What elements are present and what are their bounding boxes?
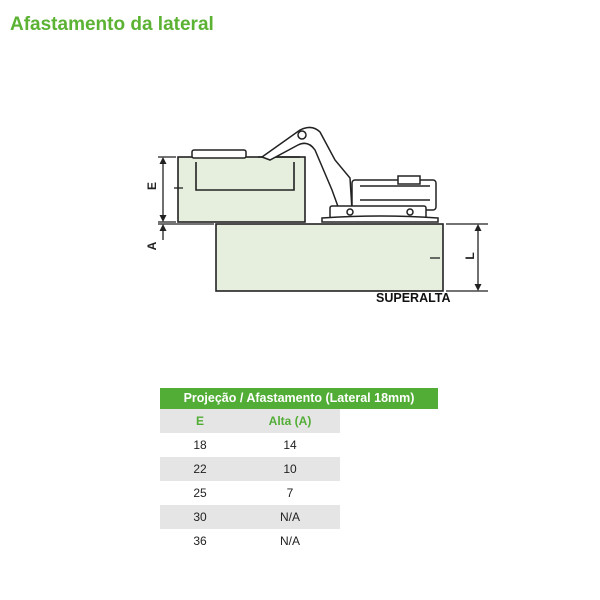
- hinge-cup-rim: [192, 150, 246, 158]
- diagram-caption: SUPERALTA: [376, 291, 451, 305]
- dimension-e-label: E: [145, 181, 159, 191]
- table-row: [160, 457, 340, 481]
- table-cell-e: 30: [193, 510, 207, 524]
- table-cell-alta: N/A: [279, 534, 300, 548]
- spec-table: [160, 388, 438, 553]
- page-title: Afastamento da lateral: [10, 14, 214, 35]
- dimension-a-label: A: [145, 241, 159, 251]
- table-title: Projeção / Afastamento (Lateral 18mm): [160, 388, 438, 409]
- table-cell-alta: 14: [283, 438, 297, 452]
- column-header-e: E: [195, 414, 204, 428]
- table-header-row: [160, 409, 340, 433]
- table-cell-e: 18: [193, 438, 207, 452]
- table-cell-e: 25: [193, 486, 207, 500]
- dimension-a: [158, 224, 214, 240]
- dimension-l-label: L: [463, 252, 477, 260]
- hinge-cup: [196, 162, 294, 190]
- table-row: [160, 481, 340, 505]
- table-row: [160, 505, 340, 529]
- table-cell-e: 22: [193, 462, 207, 476]
- side-panel: [216, 224, 443, 291]
- table-cell-alta: N/A: [279, 510, 300, 524]
- table-row: [160, 433, 340, 457]
- table-cell-alta: 10: [283, 462, 297, 476]
- table-row: [160, 529, 340, 553]
- table-cell-alta: 7: [286, 486, 294, 500]
- table-cell-e: 36: [193, 534, 207, 548]
- column-header-alta: Alta (A): [268, 414, 312, 428]
